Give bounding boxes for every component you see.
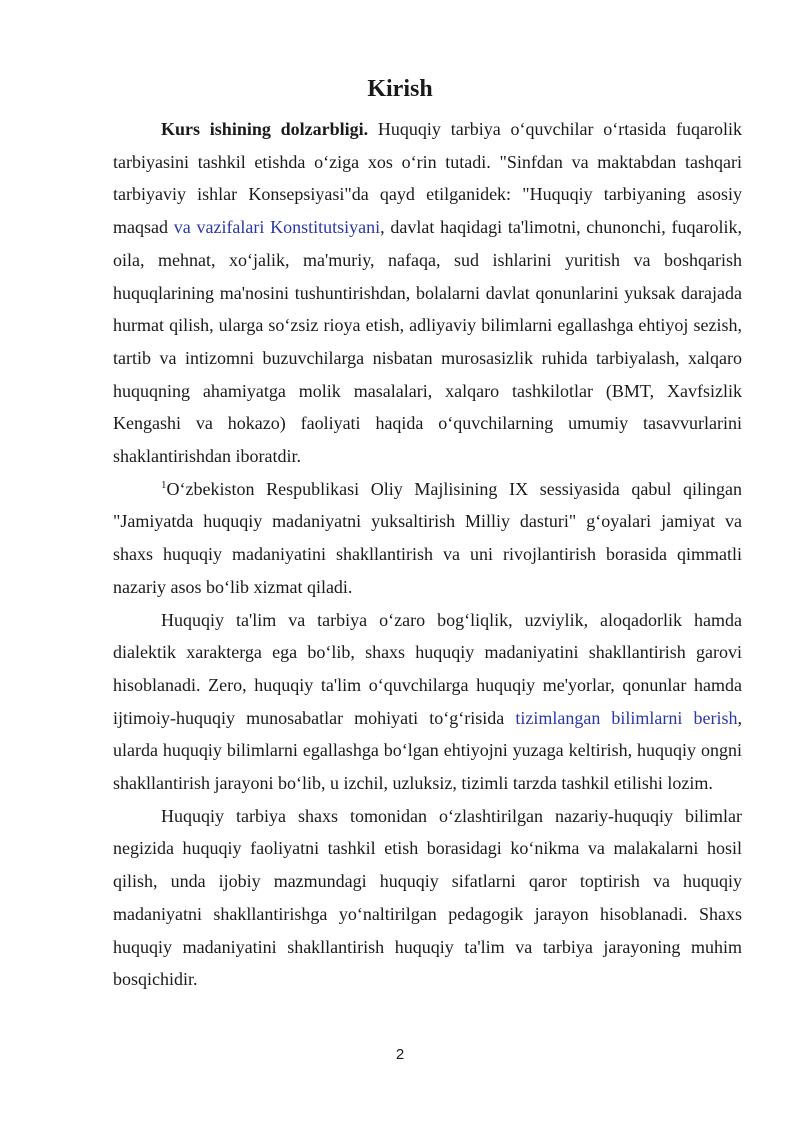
paragraph-lead: Kurs ishining dolzarbligi. <box>161 119 369 139</box>
hyperlink-constitution[interactable]: va vazifalari Konstitutsiyani <box>173 217 381 238</box>
paragraph-text: , ularda huquqiy bilimlarni egallashga bo‘lgan ehtiyojni yuzaga keltirish, huquqiy ongni shakllantirish jarayoni bo‘lib, u izchil, uzluksiz, tizimli tarzda tashkil etilishi lozim. <box>113 707 742 794</box>
paragraph-text: Huquqiy tarbiya shaxs tomonidan o‘zlashtirilgan nazariy-huquqiy bilimlar negizida huquqiy faoliyatni tashkil etish borasidagi ko‘nikma va malakalarni hosil qilish, unda ijobiy mazmundagi huquqiy sifatlarni qaror toptirish va huquqiy madaniyatni shakllantirishga yo‘naltirilgan pedagogik jarayon hisoblanadi. Shaxs huquqiy madaniyatini shakllantirish huquqiy ta'lim va tarbiya jarayoning muhim bosqichidir. <box>113 805 742 990</box>
paragraph-text: Huquqiy ta'lim va tarbiya o‘zaro bog‘liqlik, uzviylik, aloqadorlik hamda dialektik xarakterga ega bo‘lib, shaxs huquqiy madaniyatini shakllantirish garovi hisoblanadi. Zero, huquqiy ta'lim o‘quvchilarga huquqiy me'yorlar, qonunlar hamda ijtimoiy-huquqiy munosabatlar mohiyati to‘g‘risida <box>113 609 742 728</box>
page-number: 2 <box>395 1046 405 1063</box>
paragraph-text: Huquqiy tarbiya o‘quvchilar o‘rtasida fuqarolik tarbiyasini tashkil etishda o‘ziga xos o‘rin tutadi. "Sinfdan va maktabdan tashqari tarbiyaviy ishlar Konsepsiyasi"da qayd etilganidek: "Huquqiy tarbiyaning asosiy maqsad <box>113 119 742 238</box>
paragraph-text: O‘zbekiston Respublikasi Oliy Majlisining IX sessiyasida qabul qilingan "Jamiyatda huquqiy madaniyatni yuksaltirish Milliy dasturi" g‘oyalari jamiyat va shaxs huquqiy madaniyatini shakllantirish va uni rivojlantirish borasida qimmatli nazariy asos bo‘lib xizmat qiladi. <box>113 478 742 597</box>
paragraph-legal-education <box>113 604 742 800</box>
paragraph-national-program <box>113 473 742 604</box>
footnote-marker: 1 <box>161 478 167 491</box>
document-body <box>113 113 742 996</box>
paragraph-relevance <box>113 113 742 473</box>
page-title: Kirish <box>367 76 433 102</box>
hyperlink-systematic-knowledge[interactable]: tizimlangan bilimlarni berish <box>515 707 738 728</box>
paragraph-text: , davlat haqidagi ta'limotni, chunonchi, fuqarolik, oila, mehnat, xo‘jalik, ma'muriy, nafaqa, sud ishlarini yuritish va boshqarish huquqlarining ma'nosini tushuntirishdan, bolalarni davlat qonunlarini yuksak darajada hurmat qilish, ularga so‘zsiz rioya etish, adliyaviy bilimlarni egallashga ehtiyoj sezish, tartib va intizomni buzuvchilarga nisbatan murosasizlik ruhida tarbiyalash, xalqaro huquqning ahamiyatga molik masalalari, xalqaro tashkilotlar (BMT, Xavfsizlik Kengashi va hokazo) faoliyati haqida o‘quvchilarning umumiy tasavvurlarini shaklantirishdan iboratdir. <box>113 217 742 467</box>
paragraph-legal-upbringing <box>113 800 742 996</box>
